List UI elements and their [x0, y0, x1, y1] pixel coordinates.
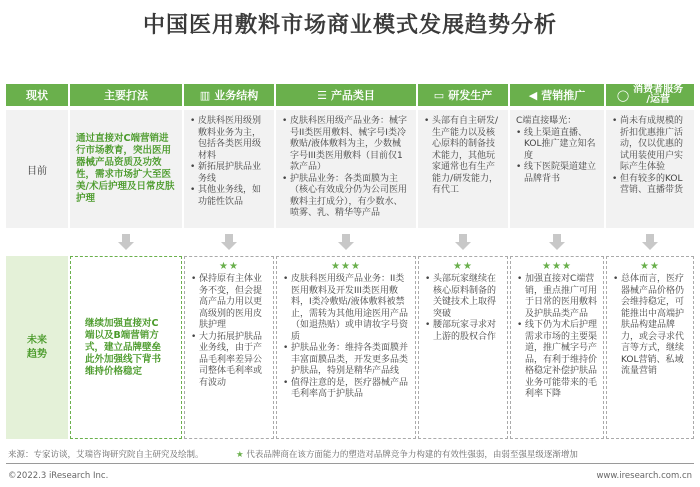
list-item: • 头部有自主研发/生产能力以及核心原料的制备技术能力，其他玩家通常也有生产能力/研发能力，有代工: [424, 116, 502, 197]
list-item: • 线下仍为术后护理需求市场的主要渠道，推广械字号产品，有利于维持价格稳定补偿护肤品业务可能带来的毛利率下降: [517, 320, 597, 401]
list-item: • 线下医院渠道建立品牌背书: [516, 162, 598, 185]
list-item: • 皮肤科医用级产品业务：械字号II类医用敷料、械字号I类冷敷贴/液体敷料为主，少数械字号III类医用敷料（目前仅1款产品）: [282, 116, 410, 174]
list-item: • 头部玩家继续在核心原料制备的关键技术上取得突破: [425, 274, 501, 320]
list-item: • 新拓展护肤品业务线: [190, 162, 268, 185]
list-item: • 护肤品业务：各类面膜为主（核心有效成分仍为公司医用敷料主打成分），有少数水、喷雾、乳、精华等产品: [282, 174, 410, 220]
list-icon: ☰: [317, 88, 327, 102]
rating-stars: ★★★: [542, 261, 572, 272]
current-consumer-service: [606, 110, 694, 228]
source-note: 来源：专家访谈，艾瑞咨询研究院自主研究及绘制。: [8, 450, 204, 460]
rating-stars: ★★: [219, 261, 239, 272]
current-business-structure: [184, 110, 274, 228]
current-main-strategy: 通过直接对C端营销进行市场教育，突出医用器械产品资质及功效性，需求市场扩大至医美/术后护理及日常皮肤护理: [70, 110, 182, 228]
header-business-structure-label: 业务结构: [214, 89, 259, 102]
row-label-future: 未来 趋势: [6, 256, 68, 439]
list-item: • 保持原有主体业务不变，但会提高产品力用以更高级别的医用皮肤护理: [191, 274, 267, 332]
header-main-strategy: [70, 84, 182, 106]
list-item: • 值得注意的是，医疗器械产品毛利率高于护肤品: [283, 378, 409, 401]
list-item: • 护肤品业务：维持各类面膜并丰富面膜品类，开发更多品类护肤品，特别是精华产品线: [283, 343, 409, 378]
future-product-category: [276, 256, 416, 439]
future-consumer-service: [606, 256, 694, 439]
header-rd-production: [418, 84, 508, 106]
star-icon: ★: [236, 450, 244, 460]
copyright: ©2022.3 iResearch Inc.: [8, 471, 109, 481]
list-item: • 总体而言，医疗器械产品价格仍会维持稳定，可能推出中高端护肤品构建品牌力，或会寻求代言等方式，继续KOL营销、私域流量营销: [613, 274, 687, 378]
header-status-label: 现状: [26, 89, 48, 102]
future-marketing: [510, 256, 604, 439]
list-item: • 线上渠道直播、KOL推广建立知名度: [516, 128, 598, 163]
list-item: • 大力拓展护肤品业务线，由于产品毛利率差异公司整体毛利率或有波动: [191, 332, 267, 390]
list-item: • 皮肤科医用级产品业务：II类医用敷料及开发III类医用敷料，I类冷敷贴/液体敷料被禁止，需转为其他用途医用产品（如退热贴）或申请妆字号资质: [283, 274, 409, 343]
row-label-current: 目前: [6, 110, 68, 228]
header-product-category-label: 产品类目: [330, 89, 375, 102]
header-marketing: [510, 84, 604, 106]
header-status: [6, 84, 68, 106]
page-title: 中国医用敷料市场商业模式发展趋势分析: [142, 13, 557, 38]
future-business-structure: [184, 256, 274, 439]
rating-stars: ★★: [640, 261, 660, 272]
future-rd-production: [418, 256, 508, 439]
bar-chart-icon: ▥: [199, 88, 211, 102]
list-item: • 其他业务线，如功能性饮品: [190, 185, 268, 208]
current-marketing: [510, 110, 604, 228]
header-main-strategy-label: 主要打法: [104, 89, 148, 102]
list-item: • 尚未有成规模的折扣优惠推广活动，仅以优惠的试用装使用户实际产生体验: [612, 116, 688, 174]
chat-bubble-icon: ◯: [616, 88, 630, 102]
header-business-structure: [184, 84, 274, 106]
site-url: www.iresearch.com.cn: [596, 471, 692, 481]
list-item: • 加强直接对C端营销，重点推广可用于日常的医用敷料及护肤品类产品: [517, 274, 597, 320]
legend-note: ★ 代表品牌商在该方面能力的塑造对品牌竞争力构建的有效性强弱，由弱至强星级逐渐增加: [236, 450, 578, 460]
header-consumer-service-label: 消费者服务 /运营: [633, 84, 684, 105]
footer-divider: [6, 463, 694, 464]
table-header: [6, 84, 694, 106]
current-rd-production: [418, 110, 508, 228]
rating-stars: ★★★: [331, 261, 361, 272]
list-item: • 皮肤科医用级别敷料业务为主，包括各类医用级材料: [190, 116, 268, 162]
header-rd-production-label: 研发生产: [448, 89, 493, 102]
rating-stars: ★★: [453, 261, 473, 272]
megaphone-icon: ◀: [528, 88, 538, 102]
list-item: • 但有较多的KOL营销、直播带货: [612, 174, 688, 197]
list-item: • 腰部玩家寻求对上游的股权合作: [425, 320, 501, 343]
current-product-category: [276, 110, 416, 228]
header-product-category: [276, 84, 416, 106]
header-marketing-label: 营销推广: [541, 89, 586, 102]
monitor-icon: ▭: [433, 88, 445, 102]
header-consumer-service: [606, 84, 694, 106]
marketing-subtitle: C端直接曝光：: [516, 116, 577, 126]
future-main-strategy: 继续加强直接对C端以及B端营销方式，建立品牌壁垒此外加强线下背书维持价格稳定: [70, 256, 182, 439]
